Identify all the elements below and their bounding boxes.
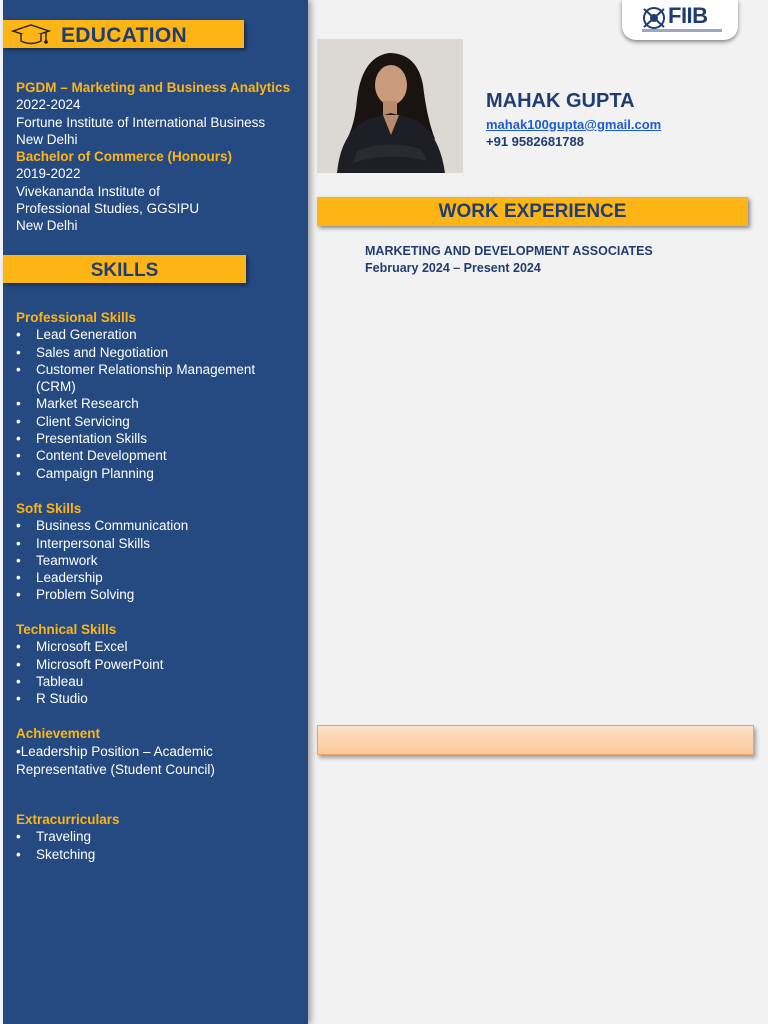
professional-skills-list (16, 326, 291, 482)
degree-bcom-years: 2019-2022 (16, 166, 81, 182)
school-vips-city: New Delhi (16, 218, 78, 234)
fiib-emblem-icon (641, 6, 667, 30)
empty-section-band (317, 725, 754, 755)
job-title: MARKETING AND DEVELOPMENT ASSOCIATES (365, 244, 653, 258)
education-heading: EDUCATION (61, 24, 187, 47)
work-experience-heading: WORK EXPERIENCE (438, 201, 627, 222)
school-vips-line2: Professional Studies, GGSIPU (16, 201, 200, 217)
list-item: • Business Communication (16, 517, 291, 534)
skills-heading-band (3, 255, 246, 283)
extracurriculars-title: Extracurriculars (16, 812, 120, 827)
degree-pgdm: PGDM – Marketing and Business Analytics (16, 80, 291, 95)
professional-skills-section (16, 309, 291, 482)
soft-skills-section (16, 500, 291, 604)
list-item: • Problem Solving (16, 586, 291, 603)
list-item: • Sales and Negotiation (16, 344, 291, 361)
list-item: • Presentation Skills (16, 430, 291, 447)
school-fiib: Fortune Institute of International Business (16, 114, 266, 130)
list-item: • Lead Generation (16, 326, 291, 343)
professional-skills-title: Professional Skills (16, 310, 137, 325)
list-item: • Microsoft Excel (16, 638, 291, 655)
achievement-text: •Leadership Position – Academic Representative (Student Council) (16, 744, 215, 777)
education-heading-band (3, 20, 244, 48)
degree-bcom: Bachelor of Commerce (Honours) (16, 149, 233, 165)
list-item: • Leadership (16, 569, 291, 586)
list-item: • Market Research (16, 395, 291, 412)
list-item: • R Studio (16, 690, 291, 707)
education-section (16, 79, 296, 235)
list-item: • Interpersonal Skills (16, 535, 291, 552)
email-link[interactable]: mahak100gupta@gmail.com (486, 117, 662, 132)
soft-skills-list (16, 517, 291, 603)
school-vips-line1: Vivekananda Institute of (16, 183, 160, 199)
list-item: • Sketching (16, 846, 286, 863)
technical-skills-list (16, 638, 291, 707)
list-item: • Content Development (16, 447, 291, 464)
technical-skills-title: Technical Skills (16, 622, 117, 637)
list-item: • Tableau (16, 673, 291, 690)
list-item: • Campaign Planning (16, 465, 291, 482)
candidate-name: MAHAK GUPTA (486, 90, 635, 112)
phone-number: +91 9582681788 (486, 134, 584, 149)
graduation-cap-icon (11, 24, 53, 46)
list-item: • Microsoft PowerPoint (16, 656, 291, 673)
school-fiib-city: New Delhi (16, 131, 78, 147)
technical-skills-section (16, 621, 291, 707)
fiib-brand: FIIB (668, 3, 708, 28)
profile-photo (317, 39, 463, 173)
fiib-tagline (642, 29, 722, 32)
achievement-section (16, 725, 286, 778)
work-experience-heading-band (317, 197, 748, 226)
profile-photo-illustration (317, 39, 463, 173)
skills-heading: SKILLS (90, 260, 159, 281)
fiib-logo (622, 0, 738, 40)
degree-pgdm-years: 2022-2024 (16, 97, 81, 113)
extracurriculars-list (16, 828, 286, 863)
list-item: • Customer Relationship Management (CRM) (16, 361, 291, 396)
list-item: • Traveling (16, 828, 286, 845)
soft-skills-title: Soft Skills (16, 501, 82, 516)
job-dates: February 2024 – Present 2024 (365, 261, 541, 275)
achievement-title: Achievement (16, 726, 101, 741)
list-item: • Client Servicing (16, 413, 291, 430)
extracurriculars-section (16, 811, 286, 863)
list-item: • Teamwork (16, 552, 291, 569)
